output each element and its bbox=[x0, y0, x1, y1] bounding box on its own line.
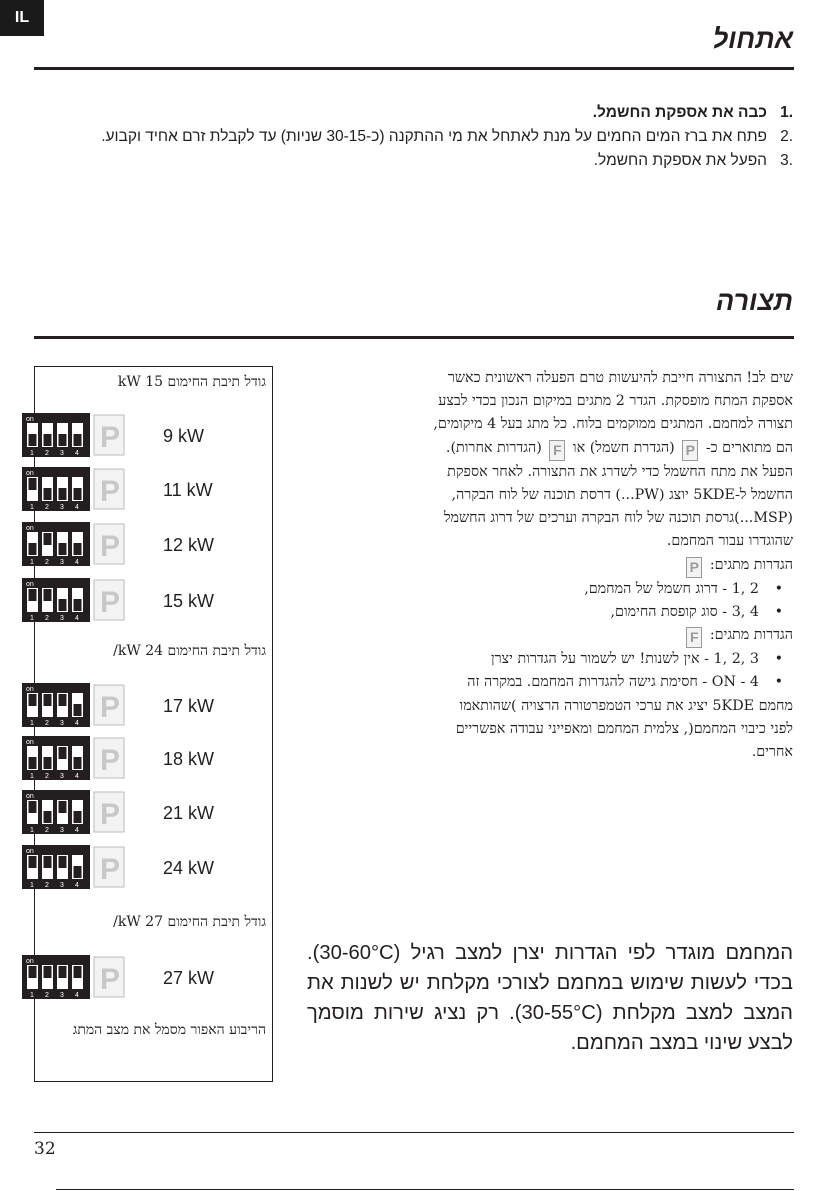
config-section-title: תצורה bbox=[716, 286, 793, 316]
flush-section-title: אתחול bbox=[712, 24, 793, 54]
power-rating-label: 11 kW bbox=[163, 480, 213, 500]
dip-switch-graphic bbox=[22, 736, 142, 782]
body-line: החשמל ל-5KDE יוצג (PW...) דרסת תוכנה של לוח הבקרה, bbox=[451, 486, 793, 503]
dip-lever bbox=[44, 856, 52, 868]
flush-step-1 bbox=[33, 101, 793, 125]
dip-lever bbox=[74, 704, 82, 716]
dip-switch-graphic bbox=[22, 467, 142, 513]
p-switch-letter: P bbox=[100, 798, 121, 831]
footer-rule bbox=[34, 1132, 794, 1133]
dip-lever bbox=[29, 757, 37, 769]
dip-number-label: 1 bbox=[30, 450, 34, 457]
dip-on-label: on bbox=[26, 686, 34, 693]
dip-number-label: 4 bbox=[75, 559, 79, 566]
dip-on-label: on bbox=[26, 470, 34, 477]
p-switch-letter: P bbox=[100, 744, 121, 777]
f-bullet bbox=[313, 648, 793, 671]
f-settings-label: הגדרות מתגים: bbox=[709, 627, 793, 644]
dip-number-label: 4 bbox=[75, 450, 79, 457]
dip-lever bbox=[29, 543, 37, 555]
dip-number-label: 2 bbox=[45, 882, 49, 889]
f-settings-heading bbox=[313, 624, 793, 648]
dip-number-label: 1 bbox=[30, 615, 34, 622]
bottom-rule bbox=[56, 1189, 794, 1190]
power-rating-label: 18 kW bbox=[163, 749, 215, 769]
bullet-text: 4 - ON - חסימת גישה להגדרות המחמם. במקרה זה bbox=[467, 674, 759, 691]
dip-number-label: 3 bbox=[60, 773, 64, 780]
config-body-text bbox=[313, 367, 793, 764]
dip-lever bbox=[44, 434, 52, 446]
dip-lever bbox=[29, 856, 37, 868]
body-fragment: (הגדרת חשמל) או bbox=[572, 439, 675, 456]
dip-number-label: 3 bbox=[60, 450, 64, 457]
bullet-text: 2 ,1 - דרוג חשמל של המחמם, bbox=[584, 580, 759, 597]
dip-switch-graphic bbox=[22, 413, 142, 459]
dip-lever bbox=[74, 966, 82, 978]
dip-lever bbox=[44, 533, 52, 545]
dip-switch-graphic bbox=[22, 522, 142, 568]
bullet-dot-icon: • bbox=[774, 603, 783, 620]
dip-number-label: 3 bbox=[60, 504, 64, 511]
dip-number-label: 1 bbox=[30, 720, 34, 727]
body-fragment: הם מתוארים כ- bbox=[705, 439, 793, 456]
grey-square-note: הריבוע האפור מסמל את מצב המתג bbox=[72, 1022, 266, 1038]
body-line: אספקת המתח מופסקת. הגדר 2 מתגים במיקום הנכון בכדי לבצע bbox=[438, 393, 793, 410]
dip-lever bbox=[59, 434, 67, 446]
dip-number-label: 4 bbox=[75, 504, 79, 511]
dip-number-label: 4 bbox=[75, 773, 79, 780]
group-title-27kw: גודל תיבת החימום 27 kW/ bbox=[113, 914, 266, 930]
bullet-dot-icon: • bbox=[774, 651, 783, 668]
p-bullet bbox=[313, 601, 793, 624]
flush-title-rule bbox=[34, 67, 794, 70]
dip-number-label: 2 bbox=[45, 559, 49, 566]
dip-lever bbox=[74, 866, 82, 878]
dip-lever bbox=[44, 488, 52, 500]
dip-lever bbox=[59, 599, 67, 611]
group-title-24kw: גודל תיבת החימום 24 kW/ bbox=[113, 643, 266, 659]
power-rating-label: 24 kW bbox=[163, 858, 215, 878]
dip-lever bbox=[74, 434, 82, 446]
config-title-rule bbox=[34, 336, 794, 339]
p-switch-letter: P bbox=[100, 475, 121, 508]
dip-number-label: 2 bbox=[45, 504, 49, 511]
dip-number-label: 1 bbox=[30, 504, 34, 511]
dip-lever bbox=[44, 811, 52, 823]
dip-number-label: 1 bbox=[30, 882, 34, 889]
flush-step-2 bbox=[33, 125, 793, 149]
p-bullet bbox=[313, 578, 793, 601]
dip-lever bbox=[59, 747, 67, 759]
p-switch-letter: P bbox=[100, 691, 121, 724]
dip-lever bbox=[74, 543, 82, 555]
body-line: (MSP...)גרסת תוכנה של לוח הבקרה וערכים של דרוג החשמל bbox=[443, 510, 793, 527]
p-switch-letter: P bbox=[100, 530, 121, 563]
body-line: מחמם 5KDE יציג את ערכי הטמפרטורה הרצויה )שהותאמו bbox=[459, 697, 793, 714]
dip-number-label: 4 bbox=[75, 992, 79, 999]
p-switch-letter: P bbox=[100, 586, 121, 619]
body-line: לפני כיבוי המחמם(, צלמית המחמם ומאפייני עבודה אפשריים bbox=[455, 720, 793, 737]
step-number: .1 bbox=[780, 104, 793, 121]
power-rating-label: 27 kW bbox=[163, 968, 215, 988]
dip-number-label: 2 bbox=[45, 450, 49, 457]
f-switch-icon: F bbox=[686, 627, 702, 648]
p-settings-label: הגדרות מתגים: bbox=[709, 556, 793, 573]
body-line: תצורה למחמם. המתגים ממוקמים בלוח. כל מתג בעל 4 מיקומים, bbox=[433, 416, 793, 433]
dip-number-label: 4 bbox=[75, 882, 79, 889]
body-fragment: (הגדרות אחרות). bbox=[445, 439, 542, 456]
page-number: 32 bbox=[34, 1139, 56, 1159]
dip-number-label: 3 bbox=[60, 559, 64, 566]
dip-lever bbox=[44, 757, 52, 769]
dip-switch-graphic bbox=[22, 683, 142, 729]
step-text: פתח את ברז המים החמים על מנת לאתחל את מי ההתקנה (כ-30-15 שניות) עד לקבלת זרם אחיד וקבוע. bbox=[101, 128, 767, 145]
dip-lever bbox=[44, 966, 52, 978]
bullet-text: 4 ,3 - סוג קופסת החימום, bbox=[610, 603, 759, 620]
p-switch-icon: P bbox=[686, 557, 702, 578]
dip-on-label: on bbox=[26, 848, 34, 855]
dip-lever bbox=[29, 589, 37, 601]
bullet-dot-icon: • bbox=[774, 674, 783, 691]
p-switch-icon: P bbox=[682, 440, 698, 461]
language-tab: IL bbox=[0, 0, 44, 36]
dip-number-label: 2 bbox=[45, 827, 49, 834]
dip-lever bbox=[44, 694, 52, 706]
dip-lever bbox=[59, 488, 67, 500]
dip-number-label: 3 bbox=[60, 992, 64, 999]
p-settings-heading bbox=[313, 554, 793, 578]
dip-lever bbox=[29, 434, 37, 446]
group-title-15kw: גודל תיבת החימום 15 kW bbox=[117, 374, 266, 390]
dip-switch-row-2 bbox=[22, 467, 126, 511]
dip-lever bbox=[29, 966, 37, 978]
dip-on-label: on bbox=[26, 793, 34, 800]
shower-mode-callout: המחמם מוגדר לפי הגדרות יצרן למצב רגיל (30-60°C). בכדי לעשות שימוש במחמם לצורכי מקלחת יש לשנות את המצב למצב מקלחת (30-55°C). רק נציג שירות מוסמך לבצע שינוי במצב המחמם. bbox=[307, 942, 793, 1054]
p-switch-letter: P bbox=[100, 421, 121, 454]
body-line-with-switch-icons bbox=[313, 437, 793, 461]
dip-number-label: 4 bbox=[75, 720, 79, 727]
dip-switch-row-1 bbox=[22, 413, 126, 457]
dip-on-label: on bbox=[26, 525, 34, 532]
dip-lever bbox=[74, 811, 82, 823]
dip-number-label: 3 bbox=[60, 720, 64, 727]
power-rating-label: 17 kW bbox=[163, 696, 215, 716]
dip-on-label: on bbox=[26, 581, 34, 588]
dip-switch-row-5 bbox=[22, 683, 126, 727]
dip-switch-row-8 bbox=[22, 845, 126, 889]
dip-lever bbox=[44, 589, 52, 601]
dip-lever bbox=[29, 478, 37, 490]
dip-number-label: 3 bbox=[60, 615, 64, 622]
dip-number-label: 3 bbox=[60, 827, 64, 834]
dip-switch-graphic bbox=[22, 955, 142, 1001]
p-switch-letter: P bbox=[100, 963, 121, 996]
dip-lever bbox=[59, 543, 67, 555]
power-rating-label: 15 kW bbox=[163, 591, 215, 611]
dip-lever bbox=[59, 801, 67, 813]
flush-steps-list bbox=[33, 101, 793, 173]
dip-number-label: 1 bbox=[30, 827, 34, 834]
dip-lever bbox=[74, 599, 82, 611]
dip-switch-graphic bbox=[22, 790, 142, 836]
dip-lever bbox=[74, 757, 82, 769]
dip-number-label: 4 bbox=[75, 827, 79, 834]
bullet-text: 3 ,2 ,1 - אין לשנות! יש לשמור על הגדרות יצרן bbox=[491, 651, 759, 668]
body-line: אחרים. bbox=[751, 743, 793, 760]
dip-number-label: 2 bbox=[45, 773, 49, 780]
p-switch-letter: P bbox=[100, 853, 121, 886]
step-text: הפעל את אספקת החשמל. bbox=[593, 152, 767, 169]
step-number: .2 bbox=[780, 128, 793, 145]
dip-number-label: 2 bbox=[45, 720, 49, 727]
dip-on-label: on bbox=[26, 416, 34, 423]
power-rating-label: 12 kW bbox=[163, 535, 215, 555]
dip-number-label: 1 bbox=[30, 559, 34, 566]
dip-on-label: on bbox=[26, 958, 34, 965]
dip-switch-row-7 bbox=[22, 790, 126, 834]
body-line: הפעל את מתח החשמל כדי לשדרג את התצורה. לאחר אספקת bbox=[447, 463, 793, 480]
dip-lever bbox=[59, 856, 67, 868]
flush-step-3 bbox=[33, 149, 793, 173]
power-rating-label: 9 kW bbox=[163, 426, 205, 446]
dip-number-label: 2 bbox=[45, 992, 49, 999]
f-switch-icon: F bbox=[549, 440, 565, 461]
dip-lever bbox=[29, 694, 37, 706]
dip-number-label: 4 bbox=[75, 615, 79, 622]
dip-lever bbox=[59, 966, 67, 978]
body-line: שהוגדרו עבור המחמם. bbox=[666, 533, 793, 550]
dip-switch-row-3 bbox=[22, 522, 126, 566]
dip-switch-row-4 bbox=[22, 578, 126, 622]
dip-number-label: 3 bbox=[60, 882, 64, 889]
dip-switch-graphic bbox=[22, 578, 142, 624]
bullet-dot-icon: • bbox=[774, 580, 783, 597]
step-text: כבה את אספקת החשמל. bbox=[592, 104, 767, 121]
body-line: שים לב! התצורה חייבת להיעשות טרם הפעלה ראשונית כאשר bbox=[447, 370, 793, 386]
dip-number-label: 2 bbox=[45, 615, 49, 622]
power-rating-label: 21 kW bbox=[163, 803, 215, 823]
dip-lever bbox=[29, 801, 37, 813]
dip-lever bbox=[59, 694, 67, 706]
dip-switch-row-6 bbox=[22, 736, 126, 780]
dip-switch-graphic bbox=[22, 845, 142, 891]
dip-number-label: 1 bbox=[30, 992, 34, 999]
dip-on-label: on bbox=[26, 739, 34, 746]
dip-lever bbox=[74, 488, 82, 500]
dip-number-label: 1 bbox=[30, 773, 34, 780]
step-number: .3 bbox=[780, 152, 793, 169]
f-bullet bbox=[313, 671, 793, 694]
dip-switch-row-9 bbox=[22, 955, 126, 999]
